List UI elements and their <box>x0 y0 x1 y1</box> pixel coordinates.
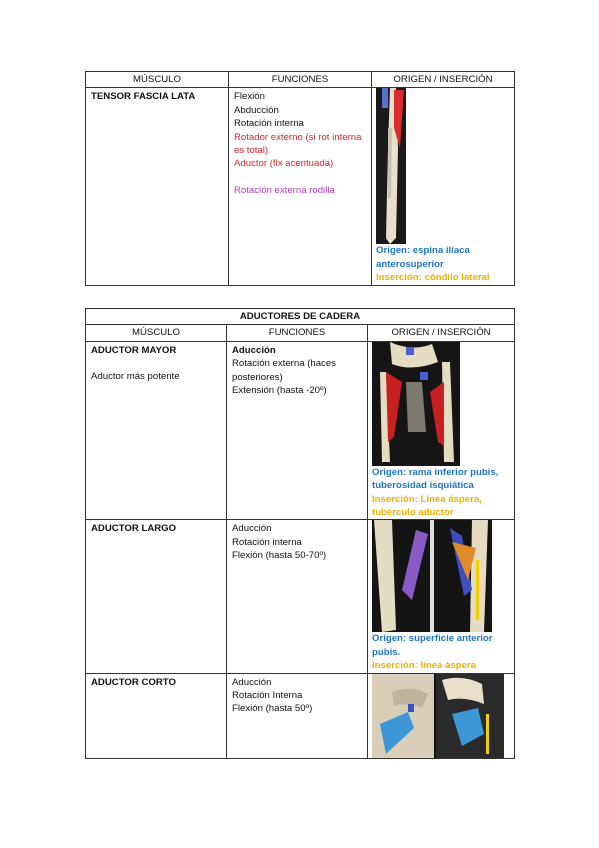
function-item: Rotación externa (haces posteriores) <box>232 358 336 383</box>
adductors-table <box>85 308 515 759</box>
function-item: Aducción <box>232 676 272 688</box>
origin-insertion-cell <box>368 520 515 673</box>
table-row <box>86 88 515 285</box>
muscle-cell <box>86 341 227 520</box>
adductor-longus-image <box>372 520 492 632</box>
function-item: Abducción <box>234 104 279 116</box>
tensor-fascia-lata-image <box>376 88 406 244</box>
table-header-row <box>86 325 515 341</box>
muscle-name: ADUCTOR MAYOR <box>91 344 177 356</box>
table-caption: ADUCTORES DE CADERA <box>86 309 515 325</box>
muscle-note: Aductor más potente <box>91 371 180 383</box>
function-item: Aducción <box>232 523 272 535</box>
muscle-name: ADUCTOR CORTO <box>91 676 176 688</box>
muscle-cell <box>86 520 227 673</box>
function-item-bold: Aducción <box>232 344 276 356</box>
function-item: Extensión (hasta -20º) <box>232 385 327 397</box>
origin-insertion-cell <box>368 341 515 520</box>
insertion-text: Inserción: Línea áspera, tubérculo aductor <box>372 493 482 519</box>
table-row <box>86 673 515 758</box>
origin-text: Origen: espina ilíaca anterosuperior <box>376 245 470 270</box>
header-functions: FUNCIONES <box>229 72 372 88</box>
adductor-brevis-image <box>372 674 504 758</box>
function-item-red: Rotador externo (si rot interna es total) <box>234 131 362 157</box>
tensor-table <box>85 71 515 286</box>
origin-text: Origen: superficie anterior pubis. <box>372 633 493 658</box>
muscle-name: ADUCTOR LARGO <box>91 523 177 535</box>
function-item: Flexión <box>234 91 265 103</box>
functions-cell <box>227 673 368 758</box>
header-origin-insertion: ORIGEN / INSERCIÓN <box>368 325 515 341</box>
insertion-text: Inserción: línea áspera <box>372 660 476 672</box>
origin-insertion-cell <box>368 673 515 758</box>
function-item: Rotación Interna <box>232 690 303 702</box>
muscle-cell <box>86 88 229 285</box>
functions-cell <box>227 341 368 520</box>
header-muscle: MÚSCULO <box>86 72 229 88</box>
function-item-red: Aductor (flx acentuada) <box>234 158 334 170</box>
table-row <box>86 520 515 673</box>
table-caption-row <box>86 309 515 325</box>
insertion-text: Inserción: cóndilo lateral <box>376 272 490 284</box>
function-item: Flexión (hasta 50º) <box>232 703 313 715</box>
table-header-row <box>86 72 515 88</box>
functions-cell <box>229 88 372 285</box>
muscle-name: TENSOR FASCIA LATA <box>91 91 196 103</box>
origin-text: Origen: rama inferior pubis, tuberosidad isquiática <box>372 466 499 492</box>
header-functions: FUNCIONES <box>227 325 368 341</box>
function-item: Rotación interna <box>234 118 304 130</box>
function-item: Flexión (hasta 50-70º) <box>232 550 327 562</box>
function-item-purple: Rotación externa rodilla <box>234 184 335 196</box>
adductor-magnus-image <box>372 342 460 466</box>
function-item: Rotación interna <box>232 536 302 548</box>
functions-cell <box>227 520 368 673</box>
header-muscle: MÚSCULO <box>86 325 227 341</box>
table-row <box>86 341 515 520</box>
muscle-cell <box>86 673 227 758</box>
origin-insertion-cell <box>372 88 515 285</box>
header-origin-insertion: ORIGEN / INSERCIÓN <box>372 72 515 88</box>
